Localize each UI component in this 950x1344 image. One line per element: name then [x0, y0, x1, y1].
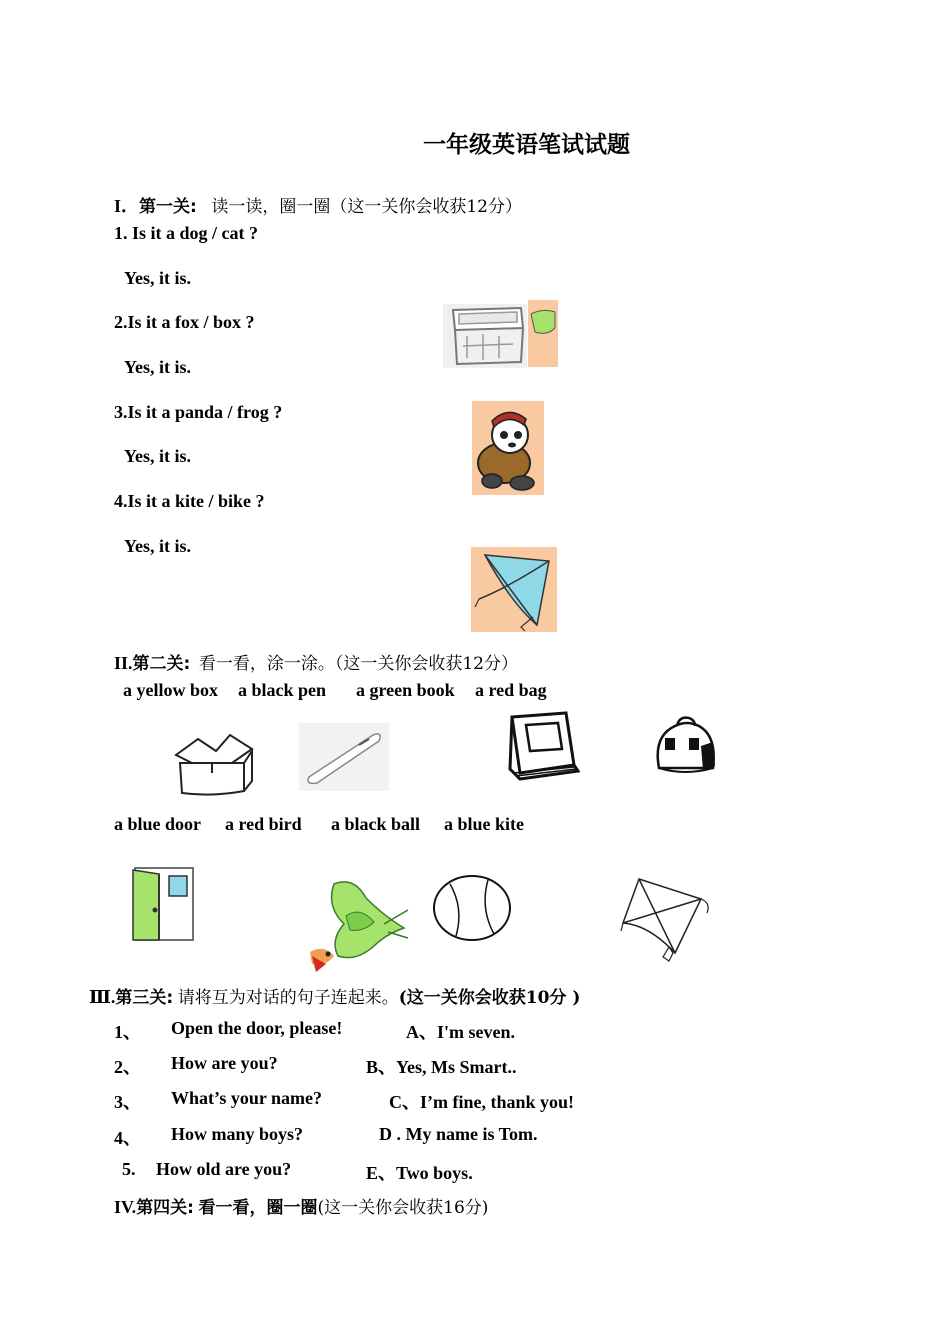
match-question-5: How old are you?: [156, 1159, 292, 1179]
label-yellow-box: a yellow box: [123, 680, 219, 700]
section-1-number: I．: [114, 196, 140, 216]
section-2-instruction: 看一看，涂一涂。（这一关你会收获12分）: [198, 654, 518, 674]
panda-picture: [472, 401, 544, 495]
kite-picture-colored: [471, 547, 557, 632]
section-1-name: 第一关:: [139, 197, 197, 217]
answer-1: Yes, it is.: [124, 268, 191, 288]
answer-4: Yes, it is.: [124, 536, 191, 556]
label-red-bird: a red bird: [225, 814, 302, 834]
section-2-header: [114, 649, 518, 674]
label-blue-kite: a blue kite: [444, 814, 525, 834]
section-2-name: 第二关:: [132, 654, 191, 674]
label-black-pen: a black pen: [238, 680, 327, 700]
match-answer-c: C、I’m fine, thank you!: [389, 1092, 575, 1112]
book-picture: [506, 711, 580, 781]
section-3-header: [89, 983, 580, 1008]
section-4-number: IV.: [114, 1197, 137, 1217]
answer-3: Yes, it is.: [124, 446, 191, 466]
match-number-1: 1、: [114, 1022, 141, 1042]
match-number-4: 4、: [114, 1128, 141, 1148]
match-answer-e: E、Two boys.: [366, 1163, 473, 1183]
ball-picture: [432, 874, 514, 942]
match-answer-a: A、I'm seven.: [406, 1022, 515, 1042]
page-title: 一年级英语笔试试题: [423, 132, 630, 158]
box-picture: [443, 300, 559, 370]
section-3-number: Ⅲ.: [89, 987, 116, 1007]
question-1: 1. Is it a dog / cat ?: [114, 223, 258, 243]
match-answer-d: D . My name is Tom.: [379, 1124, 538, 1144]
match-number-5: 5.: [122, 1159, 136, 1179]
section-2-number: II.: [114, 653, 133, 673]
label-red-bag: a red bag: [475, 680, 547, 700]
bird-picture: [304, 876, 410, 974]
answer-2: Yes, it is.: [124, 357, 191, 377]
match-answer-b: B、Yes, Ms Smart..: [366, 1057, 517, 1077]
match-number-3: 3、: [114, 1092, 141, 1112]
match-question-2: How are you?: [171, 1053, 278, 1073]
label-black-ball: a black ball: [331, 814, 421, 834]
section-4-note: (这一关你会收获16分): [317, 1198, 489, 1218]
match-number-2: 2、: [114, 1057, 141, 1077]
section-4-name: 第四关:: [136, 1198, 194, 1218]
match-question-3: What’s your name?: [171, 1088, 323, 1108]
section-1-header: [114, 192, 522, 218]
section-1-instruction: 读一读，圈一圈（这一关你会收获12分）: [211, 197, 522, 217]
match-question-1: Open the door, please!: [171, 1018, 343, 1038]
kite-outline-picture: [619, 873, 713, 963]
label-green-book: a green book: [356, 680, 455, 700]
question-4: 4.Is it a kite / bike ?: [114, 491, 265, 511]
door-picture: [129, 866, 199, 942]
section-3-note: (这一关你会收获10分 ): [398, 988, 581, 1008]
label-blue-door: a blue door: [114, 814, 202, 834]
section-3-instruction: 请将互为对话的句子连起来。: [177, 988, 399, 1008]
bag-picture: [651, 716, 719, 778]
question-3: 3.Is it a panda / frog ?: [114, 402, 283, 422]
match-question-4: How many boys?: [171, 1124, 304, 1144]
section-3-name: 第三关:: [115, 988, 174, 1008]
pen-picture: [299, 723, 389, 791]
section-4-instruction: 看一看，圈一圈: [198, 1198, 318, 1218]
box-outline-picture: [172, 733, 254, 799]
section-4-header: [114, 1193, 488, 1218]
question-2: 2.Is it a fox / box ?: [114, 312, 255, 332]
